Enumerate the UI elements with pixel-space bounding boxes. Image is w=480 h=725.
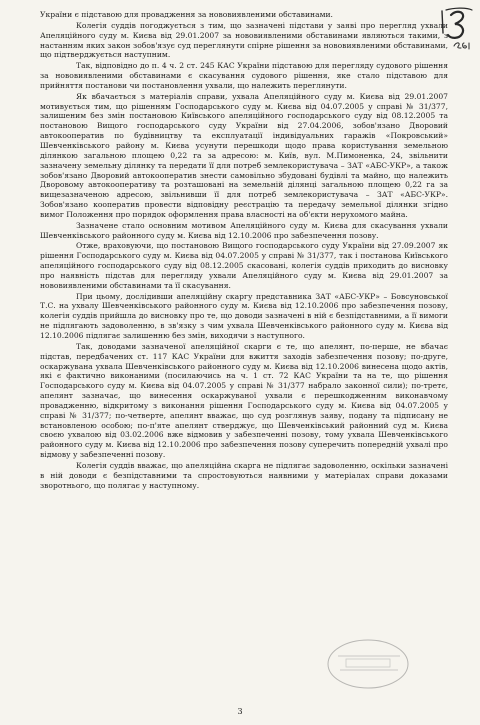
paragraph: Так, доводами зазначеної апеляційної скарги є те, що апелянт, по-перше, не вбачає підстав, передбачених ст. 117 КАС України для вжиття заходів забезпечення позову; по-друге, оскаржувана ухвала Шевченківського районного суду м. Києва від 12.10.2006 винесена щодо актів, які є фактично виконаними (посилаючись на ч. 1 ст. 72 КАС України та на те, що рішення Господарського суду м. Києва від 04.07.2005 у справі № 31/377 набрало законної сили); по-третє, апелянт зазначає, що винесення оскаржуваної ухвали є перешкодженням виконавчому провадженню, відкритому з виконання рішення Господарського суду м. Києва від 04.07.2005 у справі № 31/377; по-четверте, апелянт вважає, що суд розглянув заяву, подану та підписану не встановленою особою; по-п'яте апелянт стверджує, що Шевченківський районний суд м. Києва своєю ухвалою від 03.02.2006 вже відмовив у забезпеченні позову, тому ухвала Шевченківського районного суду м. Києва від 12.10.2006 про забезпечення позову суперечить попередній ухвалі про відмову у забезпеченні позову. (40, 341, 448, 460)
paragraph: Як вбачається з матеріалів справи, ухвала Апеляційного суду м. Києва від 29.01.2007 мотивується тим, що рішенням Господарського суду м. Києва від 04.07.2005 у справі № 31/377, залишеним без змін постановою Київського апеляційного господарського суду від 08.12.2005 та постановою Вищого господарського суду України від 27.04.2006, зобов'язано Дворовий автокооператив по будівництву та експлуатації індивідуальних гаражів «Покровський» Шевченківського району м. Києва усунути перешкоди щодо права користування земельною ділянкою загальною площею 0,22 га за адресою: м. Київ, вул. М.Пимоненка, 24, звільнити зазначену земельну ділянку та передати її для потреб землекористувача – ЗАТ «АБС-УКР», а також зобов'язано Дворовий автокооператив знести самовільно збудовані будівлі та майно, що належить Дворовому автокооперативу та розташовані на земельній ділянці загальною площею 0,22 га за вищезазначеною адресою, звільнивши її для потреб землекористувача – ЗАТ «АБС-УКР». Зобов'язано кооператив провести відповідну реєстрацію та передачу земельної ділянки згідно вимог Положення про порядок оформлення права власності на об'єкти нерухомого майна. (40, 91, 448, 219)
stamp-mark (320, 630, 416, 694)
paragraph: При цьому, дослідивши апеляційну скаргу представника ЗАТ «АБС-УКР» – Бовсуновської Т.С. на ухвалу Шевченківського районного суду м. Києва від 12.10.2006 про забезпечення позову, колегія суддів прийшла до висновку про те, що доводи зазначені в ній є безпідставними, а її вимоги не підлягають задоволенню, в зв'язку з чим ухвала Шевченківського районного суду м. Києва від 12.10.2006 підлягає залишенню без змін, виходячи з наступного. (40, 291, 448, 340)
page-number: 3 (237, 707, 243, 716)
document-body (40, 10, 448, 492)
paragraph: Колегія суддів погоджується з тим, що зазначені підстави у заяві про перегляд ухвали Апеляційного суду м. Києва від 29.01.2007 за нововиявленими обставинами являються такими, з настанням яких закон зобов'язує суд переглянути спірне рішення за нововиявленими обставинами, що підтверджується наступним. (40, 20, 448, 60)
paragraph: Отже, враховуючи, що постановою Вищого господарського суду України від 27.09.2007 як рішення Господарського суду м. Києва від 04.07.2005 у справі № 31/377, так і постанова Київського апеляційного господарського суду від 08.12.2005 скасовані, колегія суддів приходить до висновку про наявність підстав для перегляду ухвали Апеляційного суду м. Києва від 29.01.2007 за нововиявленими обставинами та її скасування. (40, 241, 448, 290)
paragraph: Так, відповідно до п. 4 ч. 2 ст. 245 КАС України підставою для перегляду судового рішення за нововиявленими обставинами є скасування судового рішення, яке стало підставою для прийняття постанови чи постановлення ухвали, що належить переглянути. (40, 61, 448, 90)
paragraph: Колегія суддів вважає, що апеляційна скарга не підлягає задоволенню, оскільки зазначені в ній доводи є безпідставними та спростовуються наявними у матеріалах справи доказами зворотнього, що полягає у наступному. (40, 460, 448, 490)
paragraph-continuation: України є підставою для провадження за нововиявленими обставинами. (40, 10, 333, 19)
paragraph: Зазначене стало основним мотивом Апеляційного суду м. Києва для скасування ухвали Шевченківського районного суду м. Києва від 12.10.2006 про забезпечення позову. (40, 220, 448, 240)
